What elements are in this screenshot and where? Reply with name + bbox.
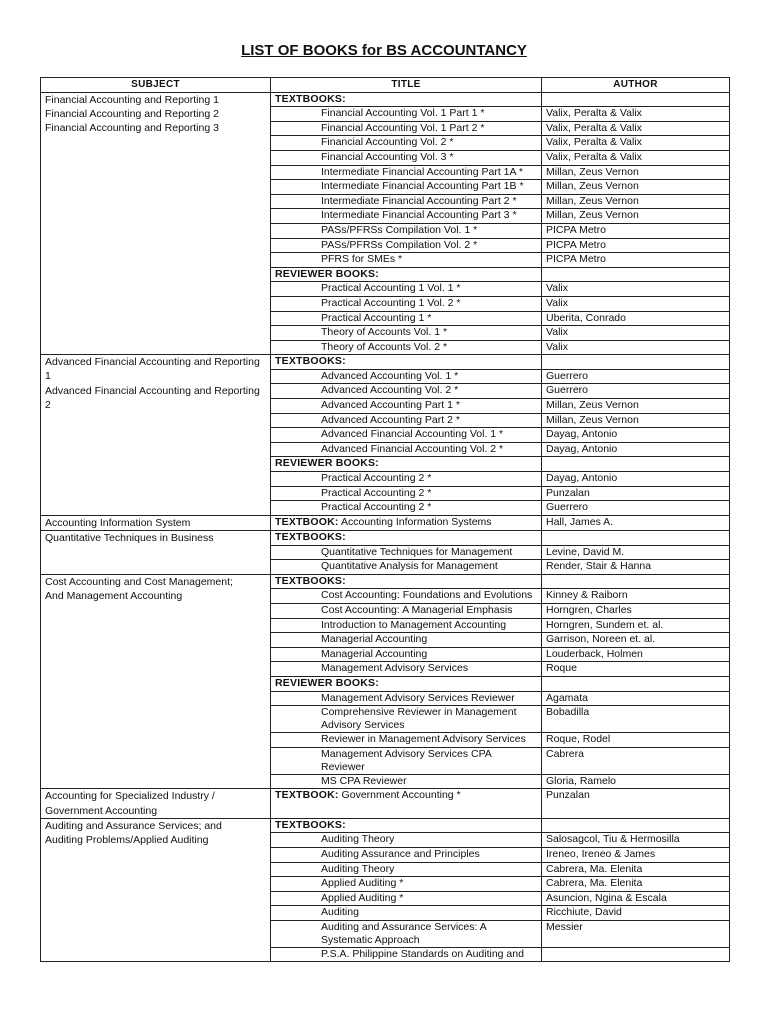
book-title: Accounting Information Systems xyxy=(338,515,492,528)
book-list-table xyxy=(40,77,730,962)
author-cell: Guerrero xyxy=(542,369,730,384)
table-row xyxy=(41,789,730,818)
subject-line: Government Accounting xyxy=(45,804,158,817)
book-title: Auditing and Assurance Services: A Systematic Approach xyxy=(271,920,542,947)
book-title: PFRS for SMEs * xyxy=(271,253,542,268)
author-cell: Valix xyxy=(542,282,730,297)
subject-cell xyxy=(41,355,271,516)
book-title: Intermediate Financial Accounting Part 3 * xyxy=(271,209,542,224)
section-label: TEXTBOOKS: xyxy=(271,818,542,833)
author-cell xyxy=(542,267,730,282)
subject-line: Accounting Information System xyxy=(45,516,191,529)
book-title: Advanced Accounting Part 1 * xyxy=(271,399,542,414)
author-cell xyxy=(542,92,730,107)
subject-cell xyxy=(41,789,271,818)
subject-cell xyxy=(41,92,271,355)
book-title: Managerial Accounting xyxy=(271,633,542,648)
author-cell: Horngren, Sundem et. al. xyxy=(542,618,730,633)
author-cell: Valix, Peralta & Valix xyxy=(542,121,730,136)
author-cell: Levine, David M. xyxy=(542,545,730,560)
subject-line: Financial Accounting and Reporting 1 xyxy=(45,93,219,106)
subject-line: Financial Accounting and Reporting 3 xyxy=(45,122,219,134)
author-cell: Valix, Peralta & Valix xyxy=(542,136,730,151)
book-title: Financial Accounting Vol. 1 Part 1 * xyxy=(271,107,542,122)
author-cell: Asuncion, Ngina & Escala xyxy=(542,891,730,906)
author-cell: Render, Stair & Hanna xyxy=(542,560,730,575)
section-label: TEXTBOOKS: xyxy=(271,574,542,589)
author-cell: Messier xyxy=(542,920,730,947)
author-cell xyxy=(542,947,730,962)
title-cell xyxy=(271,789,542,818)
subject-line: Advanced Financial Accounting and Reporting 1 xyxy=(45,356,260,383)
author-cell: Dayag, Antonio xyxy=(542,472,730,487)
author-cell: PICPA Metro xyxy=(542,238,730,253)
author-cell: Roque xyxy=(542,662,730,677)
book-title: Auditing Theory xyxy=(271,862,542,877)
book-title: Theory of Accounts Vol. 1 * xyxy=(271,326,542,341)
book-title: Reviewer in Management Advisory Services xyxy=(271,733,542,748)
book-title: Comprehensive Reviewer in Management Advisory Services xyxy=(271,706,542,733)
author-cell: Valix xyxy=(542,326,730,341)
book-title: Quantitative Analysis for Management xyxy=(271,560,542,575)
author-cell: Bobadilla xyxy=(542,706,730,733)
section-label: TEXTBOOK: xyxy=(275,515,339,528)
author-cell: Valix, Peralta & Valix xyxy=(542,150,730,165)
author-cell: Cabrera, Ma. Elenita xyxy=(542,877,730,892)
book-title: Government Accounting * xyxy=(338,789,461,802)
author-cell: Valix xyxy=(542,340,730,355)
section-label: REVIEWER BOOKS: xyxy=(271,457,542,472)
table-row xyxy=(41,92,730,107)
author-cell: Dayag, Antonio xyxy=(542,428,730,443)
section-label: REVIEWER BOOKS: xyxy=(271,267,542,282)
book-title: Financial Accounting Vol. 3 * xyxy=(271,150,542,165)
book-title: Theory of Accounts Vol. 2 * xyxy=(271,340,542,355)
author-cell: Millan, Zeus Vernon xyxy=(542,413,730,428)
author-cell: Uberita, Conrado xyxy=(542,311,730,326)
page-title: LIST OF BOOKS for BS ACCOUNTANCY xyxy=(241,42,527,59)
author-cell: Millan, Zeus Vernon xyxy=(542,399,730,414)
subject-line: Accounting for Specialized Industry / xyxy=(45,790,215,803)
author-header: AUTHOR xyxy=(542,78,730,93)
author-cell: Dayag, Antonio xyxy=(542,442,730,457)
author-cell xyxy=(542,355,730,370)
author-cell xyxy=(542,457,730,472)
title-header: TITLE xyxy=(271,78,542,93)
book-title: Management Advisory Services CPA Reviewer xyxy=(271,747,542,774)
author-cell: Guerrero xyxy=(542,384,730,399)
book-title: Intermediate Financial Accounting Part 1A * xyxy=(271,165,542,180)
subject-line: Auditing and Assurance Services; and xyxy=(45,819,222,832)
subject-line: Quantitative Techniques in Business xyxy=(45,532,214,545)
book-title: Auditing Theory xyxy=(271,833,542,848)
book-title: Introduction to Management Accounting xyxy=(271,618,542,633)
author-cell: Kinney & Raiborn xyxy=(542,589,730,604)
subject-line: Advanced Financial Accounting and Reporting 2 xyxy=(45,384,260,411)
author-cell: Ricchiute, David xyxy=(542,906,730,921)
book-title: PASs/PFRSs Compilation Vol. 2 * xyxy=(271,238,542,253)
book-title: Financial Accounting Vol. 2 * xyxy=(271,136,542,151)
author-cell: Valix, Peralta & Valix xyxy=(542,107,730,122)
book-title: Practical Accounting 2 * xyxy=(271,472,542,487)
author-cell: Garrison, Noreen et. al. xyxy=(542,633,730,648)
book-title: Advanced Accounting Vol. 1 * xyxy=(271,369,542,384)
author-cell: Millan, Zeus Vernon xyxy=(542,209,730,224)
author-cell: Agamata xyxy=(542,691,730,706)
subject-cell xyxy=(41,574,271,789)
book-title: Cost Accounting: Foundations and Evolutions xyxy=(271,589,542,604)
author-cell: Millan, Zeus Vernon xyxy=(542,165,730,180)
book-title: Management Advisory Services xyxy=(271,662,542,677)
author-cell: Millan, Zeus Vernon xyxy=(542,194,730,209)
author-cell: Roque, Rodel xyxy=(542,733,730,748)
subject-line: And Management Accounting xyxy=(45,590,183,602)
author-cell: Louderback, Holmen xyxy=(542,647,730,662)
subject-cell xyxy=(41,515,271,530)
author-cell: PICPA Metro xyxy=(542,223,730,238)
book-title: Practical Accounting 2 * xyxy=(271,501,542,516)
book-title: Practical Accounting 2 * xyxy=(271,486,542,501)
section-label: REVIEWER BOOKS: xyxy=(271,676,542,691)
book-title: Applied Auditing * xyxy=(271,877,542,892)
subject-header: SUBJECT xyxy=(41,78,271,93)
book-title: Advanced Financial Accounting Vol. 2 * xyxy=(271,442,542,457)
section-label: TEXTBOOKS: xyxy=(271,355,542,370)
section-label: TEXTBOOKS: xyxy=(271,531,542,546)
author-cell xyxy=(542,574,730,589)
section-label: TEXTBOOK: xyxy=(275,789,339,802)
title-cell xyxy=(271,515,542,530)
book-title: Practical Accounting 1 Vol. 2 * xyxy=(271,296,542,311)
author-cell: Hall, James A. xyxy=(542,515,730,530)
author-cell: Punzalan xyxy=(542,486,730,501)
author-cell: Punzalan xyxy=(542,789,730,818)
author-cell: Horngren, Charles xyxy=(542,603,730,618)
book-title: P.S.A. Philippine Standards on Auditing and xyxy=(271,947,542,962)
author-cell: Cabrera, Ma. Elenita xyxy=(542,862,730,877)
section-label: TEXTBOOKS: xyxy=(271,92,542,107)
table-row xyxy=(41,355,730,370)
table-row xyxy=(41,818,730,833)
book-title: Management Advisory Services Reviewer xyxy=(271,691,542,706)
author-cell: Ireneo, Ireneo & James xyxy=(542,847,730,862)
author-cell: Guerrero xyxy=(542,501,730,516)
book-title: MS CPA Reviewer xyxy=(271,774,542,789)
table-header-row xyxy=(41,78,730,93)
book-title: Practical Accounting 1 Vol. 1 * xyxy=(271,282,542,297)
subject-line: Financial Accounting and Reporting 2 xyxy=(45,107,219,120)
book-title: Intermediate Financial Accounting Part 1B * xyxy=(271,180,542,195)
table-row xyxy=(41,515,730,530)
table-body xyxy=(41,92,730,962)
book-title: Cost Accounting: A Managerial Emphasis xyxy=(271,603,542,618)
subject-cell xyxy=(41,818,271,962)
book-title: Advanced Accounting Part 2 * xyxy=(271,413,542,428)
book-title: Advanced Financial Accounting Vol. 1 * xyxy=(271,428,542,443)
table-row xyxy=(41,574,730,589)
author-cell: PICPA Metro xyxy=(542,253,730,268)
author-cell: Valix xyxy=(542,296,730,311)
book-title: Intermediate Financial Accounting Part 2 * xyxy=(271,194,542,209)
author-cell xyxy=(542,818,730,833)
subject-line: Cost Accounting and Cost Management; xyxy=(45,575,233,588)
book-title: Applied Auditing * xyxy=(271,891,542,906)
book-title: Quantitative Techniques for Management xyxy=(271,545,542,560)
author-cell xyxy=(542,676,730,691)
author-cell: Millan, Zeus Vernon xyxy=(542,180,730,195)
book-title: Auditing Assurance and Principles xyxy=(271,847,542,862)
subject-cell xyxy=(41,531,271,575)
table-row xyxy=(41,531,730,546)
book-title: Auditing xyxy=(271,906,542,921)
book-title: PASs/PFRSs Compilation Vol. 1 * xyxy=(271,223,542,238)
author-cell: Salosagcol, Tiu & Hermosilla xyxy=(542,833,730,848)
book-title: Financial Accounting Vol. 1 Part 2 * xyxy=(271,121,542,136)
book-title: Advanced Accounting Vol. 2 * xyxy=(271,384,542,399)
author-cell xyxy=(542,531,730,546)
author-cell: Gloria, Ramelo xyxy=(542,774,730,789)
book-title: Managerial Accounting xyxy=(271,647,542,662)
author-cell: Cabrera xyxy=(542,747,730,774)
book-title: Practical Accounting 1 * xyxy=(271,311,542,326)
subject-line: Auditing Problems/Applied Auditing xyxy=(45,833,209,846)
